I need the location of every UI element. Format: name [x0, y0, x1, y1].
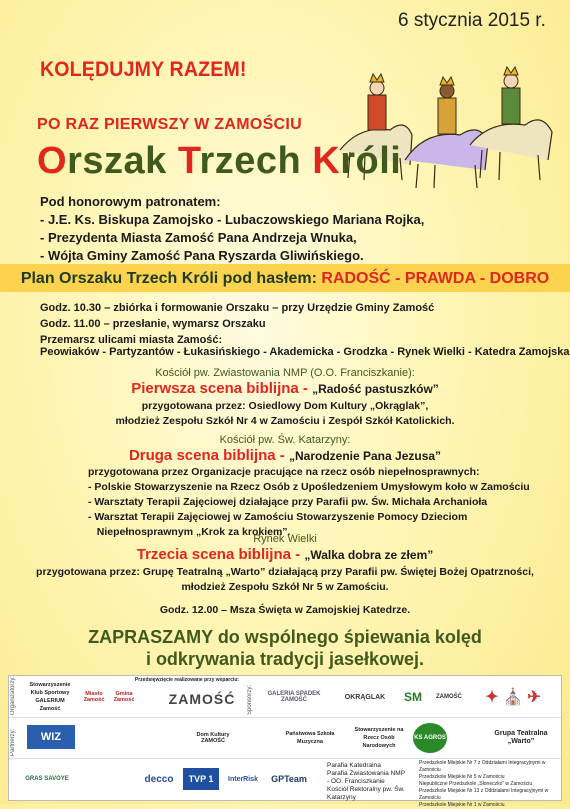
- scene2-prep-line: przygotowana przez Organizacje pracujące na rzecz osób niepełnosprawnych:: [88, 466, 480, 478]
- invitation-line: i odkrywania tradycji jasełkowej.: [145, 649, 425, 669]
- footer-row-organizers: [9, 676, 561, 718]
- scene3-title: [0, 546, 570, 563]
- scene1-prep-line: przygotowana przez: Osiedlowy Dom Kultury „Okrąglak”,: [141, 400, 429, 412]
- organizers-label: Organizatorzy:: [10, 675, 16, 715]
- schools-list: [419, 760, 559, 809]
- logo-okraglak: OKRĄGLAK: [344, 693, 386, 701]
- page-title: [37, 140, 401, 183]
- scene3-prep: [0, 565, 570, 595]
- scene1-prep-line: młodzież Zespołu Szkół Nr 4 w Zamościu i Zespół Szkół Katolickich.: [115, 415, 455, 427]
- patronage-block: [40, 193, 424, 265]
- title-initial-k: K: [312, 140, 341, 182]
- first-time-subtitle: PO RAZ PIERWSZY W ZAMOŚCIU: [37, 116, 302, 133]
- parish-item: Parafia Zwiastowania NMP - OO. Franciszkanie: [327, 770, 405, 785]
- footer-logos: [8, 675, 562, 808]
- logo-association: Stowarzyszenie na Rzecz Osób Narodowych: [354, 727, 404, 749]
- invitation: [0, 626, 570, 670]
- scene2-org-item: - Warsztaty Terapii Zajęciowej działające przy Parafii pw. Św. Michała Archanioła: [88, 496, 488, 508]
- logo-grupa-warto: Grupa Teatralna „Warto”: [494, 730, 548, 745]
- logo-club: Stowarzyszenie Klub Sportowy GALERIUM Zamość: [29, 682, 71, 712]
- sponsor-badges: ✦ ⛪ ✈: [485, 689, 541, 706]
- scene2-org-item: - Warsztat Terapii Zajęciowej w Zamościu Stowarzyszenie Pomocy Dzieciom: [88, 511, 468, 523]
- scene2-org-item: - Polskie Stowarzyszenie na Rzecz Osób z Upośledzeniem Umysłowym koło w Zamościu: [88, 481, 530, 493]
- school-item: Przedszkole Miejskie Nr 7 z Oddziałami Integracyjnymi w Zamościu: [419, 760, 546, 773]
- parish-item: Kościół Rektoralny pw. Św. Katarzyny: [327, 786, 405, 801]
- footer-row-media: [9, 758, 561, 808]
- scene1-prep: [0, 399, 570, 429]
- logo-decco: decco: [144, 773, 174, 785]
- logo-interrisk: InterRisk: [228, 775, 258, 783]
- logo-dom-kultury: Dom Kultury ZAMOŚĆ: [196, 732, 230, 744]
- patronage-line: - Prezydenta Miasta Zamość Pana Andrzeja Wnuka,: [40, 230, 357, 245]
- title-initial-t: T: [177, 140, 200, 182]
- logo-ks-agros: KS AGROS: [413, 723, 447, 753]
- scene1-title: [0, 380, 570, 397]
- scene1-subtitle: „Radość pastuszków”: [312, 382, 439, 396]
- logo-zamosc: ZAMOŚĆ: [168, 691, 236, 707]
- scene3-title-text: Trzecia scena biblijna -: [136, 546, 305, 563]
- school-item: Niepubliczne Przedszkole „Słoneczko” w Zamościu: [419, 781, 533, 787]
- scene3-subtitle: „Walka dobra ze złem”: [304, 548, 434, 562]
- patronage-line: - Wójta Gminy Zamość Pana Ryszarda Gliwińskiego.: [40, 248, 364, 263]
- plan-motto: RADOŚĆ - PRAWDA - DOBRO: [321, 270, 550, 287]
- partners-label: Partnerzy:: [10, 728, 16, 756]
- logo-gras-savoye: GRAS SAVOYE: [25, 776, 69, 782]
- logo-music-school: Państwowa Szkoła Muzyczna: [285, 731, 335, 745]
- scene2-prep: [88, 465, 530, 540]
- schedule-item: Godz. 10.30 – zbiórka i formowanie Orszaku – przy Urzędzie Gminy Zamość: [40, 302, 435, 314]
- patronage-heading: Pod honorowym patronatem:: [40, 194, 221, 209]
- mass-info: Godz. 12.00 – Msza Święta w Zamojskiej Katedrze.: [159, 604, 411, 616]
- route: Peowiaków - Partyzantów - Łukasińskiego - Akademicka - Grodzka - Rynek Wielki - Katedra Zamojska: [40, 346, 570, 358]
- logo-tvp1: TVP 1: [183, 768, 219, 790]
- organizers-caption: Przedsięwzięcie realizowane przy wsparciu:: [134, 677, 240, 683]
- scene1-title-text: Pierwsza scena biblijna -: [131, 380, 313, 397]
- scene2-title-text: Druga scena biblijna -: [128, 447, 289, 464]
- logo-galeria-spadek: GALERIA SPADEK ZAMOŚĆ: [267, 691, 321, 703]
- plan-heading: [0, 270, 570, 288]
- scene2-subtitle: „Narodzenie Pana Jezusa”: [288, 449, 442, 463]
- logo-gmina-crest: Gmina Zamość: [113, 691, 135, 703]
- logo-gpteam: GPTeam: [271, 774, 307, 784]
- footer-row-partners: [9, 717, 561, 759]
- scene2-title: [0, 447, 570, 464]
- logo-wiz: WIZ: [27, 725, 75, 749]
- sponsors-label: Sponsorzy:: [247, 684, 253, 715]
- parishes-list: [327, 762, 407, 802]
- title-rest-3: róli: [340, 140, 402, 182]
- scene1-place: Kościół pw. Zwiastowania NMP (O.O. Franciszkanie):: [155, 367, 415, 379]
- title-rest-2: rzech: [199, 140, 313, 182]
- schedule: [40, 300, 434, 348]
- event-date: 6 stycznia 2015 r.: [398, 10, 546, 31]
- parish-item: Parafia Katedralna: [327, 762, 381, 769]
- schedule-item: Godz. 11.00 – przesłanie, wymarsz Orszaku: [40, 318, 266, 330]
- school-item: Przedszkole Miejskie Nr 1 w Zamościu: [419, 802, 505, 808]
- slogan: KOLĘDUJMY RAZEM!: [40, 58, 247, 81]
- scene3-prep-line: przygotowana przez: Grupę Teatralną „Warto” działającą przy Parafii pw. Świętej Bożej Opatrzności,: [36, 566, 534, 578]
- scene3-place: Rynek Wielki: [253, 533, 317, 545]
- patronage-line: - J.E. Ks. Biskupa Zamojsko - Lubaczowskiego Mariana Rojka,: [40, 212, 425, 227]
- scene3-prep-line: młodzież Zespołu Szkół Nr 5 w Zamościu.: [181, 581, 389, 593]
- schedule-item: Przemarsz ulicami miasta Zamość:: [40, 334, 223, 346]
- invitation-line: ZAPRASZAMY do wspólnego śpiewania kolęd: [88, 627, 482, 647]
- school-item: Przedszkole Miejskie Nr 5 w Zamościu: [419, 774, 505, 780]
- logo-zamosc-sponsor: ZAMOŚĆ: [436, 694, 462, 700]
- scene2-place: Kościół pw. Św. Katarzyny:: [219, 434, 351, 446]
- logo-sm: SM: [404, 690, 422, 704]
- title-rest-1: rszak: [67, 140, 178, 182]
- title-initial-o: O: [37, 140, 68, 182]
- scene2-org-item: Niepełnosprawnym „Krok za krokiem”.: [88, 526, 291, 538]
- logo-city-crest: Miasto Zamość: [83, 691, 105, 703]
- plan-heading-text: Plan Orszaku Trzech Króli pod hasłem:: [20, 270, 322, 287]
- school-item: Przedszkole Miejskie Nr 13 z Oddziałami Integracyjnymi w Zamościu: [419, 788, 549, 801]
